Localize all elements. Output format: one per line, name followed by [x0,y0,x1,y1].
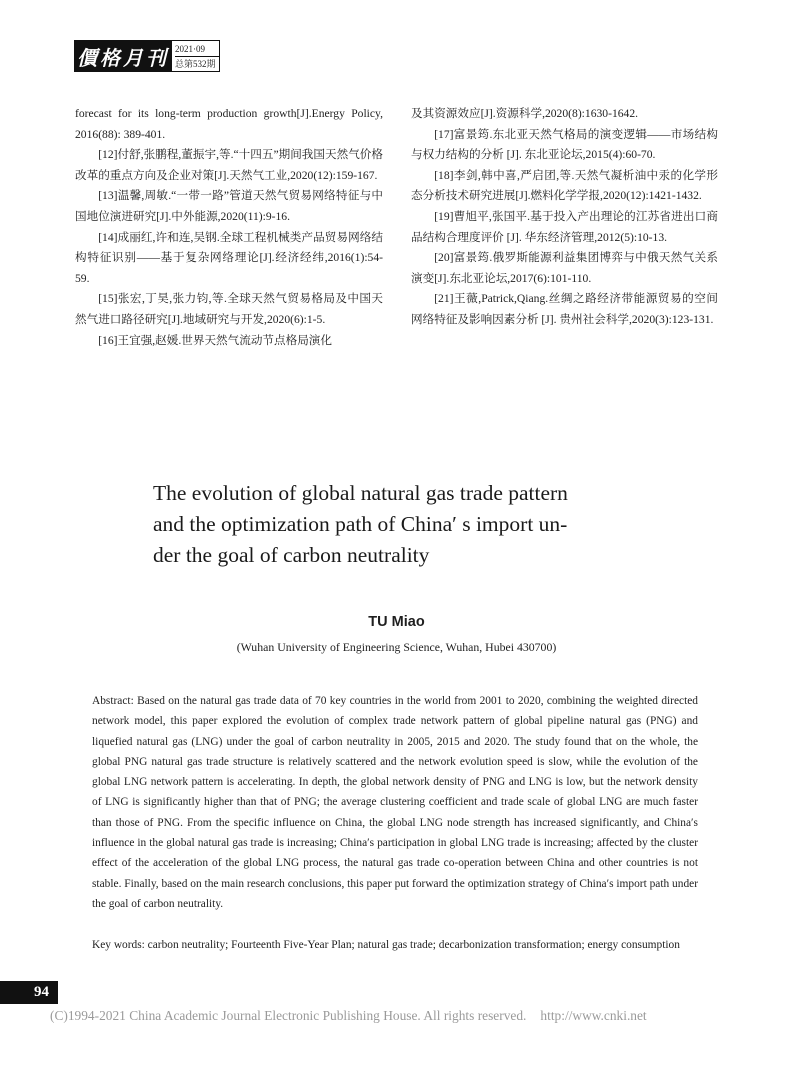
issue-year: 2021·09 [175,42,219,57]
reference-item: [18]李剑,韩中喜,严启团,等.天然气凝析油中汞的化学形态分析技术研究进展[J].燃料化学学报,2020(12):1421-1432. [411,168,718,203]
page-number: 94 [0,981,58,1004]
reference-item: [16]王宜强,赵媛.世界天然气流动节点格局演化 [98,333,332,347]
article-title [153,478,653,571]
references-right-column [411,104,718,331]
reference-item: [17]富景筠.东北亚天然气格局的演变逻辑——市场结构与权力结构的分析 [J]. 东北亚论坛,2015(4):60-70. [411,127,718,162]
title-line: der the goal of carbon neutrality [153,543,430,567]
title-line: and the optimization path of China′ s import un- [153,512,568,536]
reference-item: forecast for its long-term production growth[J].Energy Policy, 2016(88): 389-401. [75,107,383,141]
reference-item: [12]付舒,张鹏程,董振宇,等.“十四五”期间我国天然气价格改革的重点方向及企业对策[J].天然气工业,2020(12):159-167. [75,148,383,182]
issue-total: 总第532期 [175,58,216,69]
cnki-link[interactable]: http://www.cnki.net [540,1008,647,1023]
keywords-text: Key words: carbon neutrality; Fourteenth Five-Year Plan; natural gas trade; decarbonization transformation; energy consumption [92,939,680,951]
reference-item: [13]温馨,周敏.“一带一路”管道天然气贸易网络特征与中国地位演进研究[J].中外能源,2020(11):9-16. [75,189,383,223]
journal-logo: 價格月刊 [74,40,172,72]
title-line: The evolution of global natural gas trade pattern [153,481,568,505]
reference-item: [21]王薇,Patrick,Qiang.丝绸之路经济带能源贸易的空间网络特征及影响因素分析 [J]. 贵州社会科学,2020(3):123-131. [411,292,718,326]
reference-item: 及其资源效应[J].资源科学,2020(8):1630-1642. [411,107,639,120]
author-name: TU Miao [368,614,425,630]
issue-info [172,40,220,72]
reference-item: [19]曹旭平,张国平.基于投入产出理论的江苏省进出口商品结构合理度评价 [J]. 华东经济管理,2012(5):10-13. [411,209,718,244]
reference-item: [15]张宏,丁昊,张力钧,等.全球天然气贸易格局及中国天然气进口路径研究[J].地域研究与开发,2020(6):1-5. [75,292,383,326]
copyright-footer [50,1008,647,1024]
reference-item: [14]成丽红,许和连,吴钢.全球工程机械类产品贸易网络结构特征识别——基于复杂网络理论[J].经济经纬,2016(1):54-59. [75,230,383,285]
reference-item: [20]富景筠.俄罗斯能源利益集团博弈与中俄天然气关系演变[J].东北亚论坛,2017(6):101-110. [411,251,718,285]
abstract-text: Abstract: Based on the natural gas trade data of 70 key countries in the world from 2001 to 2020, combining the weighted directed network model, this paper explored the evolution of complex trade network pattern of global pipeline natural gas (PNG) and liquefied natural gas (LNG) under the goal of carbon neutrality in 2005, 2015 and 2020. The study found that on the whole, the global PNG natural gas trade structure is relatively scattered and the network evolution speed is slow, while the evolution of the global LNG network pattern is accelerating. In depth, the global network density of PNG and LNG is low, but the network density of LNG is significantly higher than that of PNG; the average clustering coefficient and trade scale of global LNG are much faster than those of PNG. From the specific influence on China, the global LNG node strength has increased significantly, and China′s influence in the global natural gas trade is increasing; China′s participation in global LNG trade is increasing; affected by the cluster effect of the acceleration of the global LNG process, the natural gas trade co-operation between China and other countries is not stable. Finally, based on the main research conclusions, this paper put forward the optimization strategy of China′s import path under the goal of carbon neutrality. [92,695,698,910]
references-left-column [75,104,383,351]
journal-masthead [74,40,220,72]
author-affiliation: (Wuhan University of Engineering Science, Wuhan, Hubei 430700) [236,640,557,654]
copyright-text: (C)1994-2021 China Academic Journal Electronic Publishing House. All rights reserved. [50,1008,527,1023]
